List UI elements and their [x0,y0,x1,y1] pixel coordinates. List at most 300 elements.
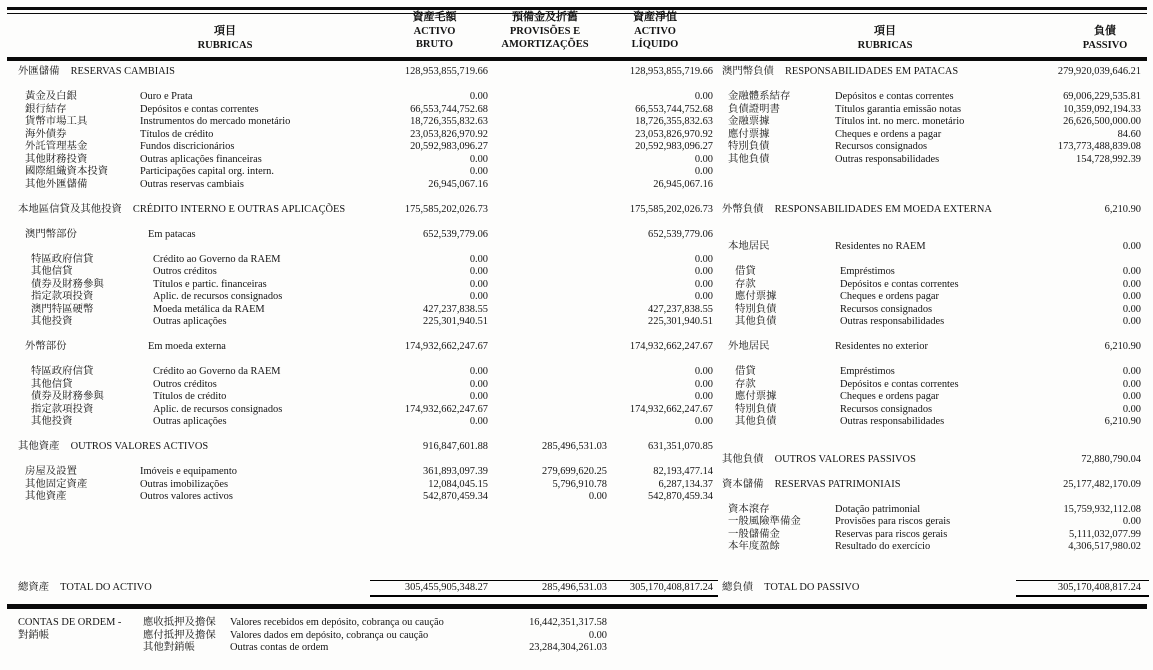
cell-activo-bruto: 0.00 [469,153,488,165]
header-rule [7,57,1147,61]
cell-activo-liquido: 305,170,408,817.24 [598,580,718,598]
spacer-row [0,79,718,92]
row-label-zh: 應付票據 [728,128,770,140]
spacer-row [0,504,718,517]
cell-activo-liquido: 652,539,779.06 [648,228,713,240]
cell-activo-bruto: 0.00 [469,253,488,265]
spacer-row [718,179,1153,192]
table-row [718,241,1153,254]
row-label-pt: Recursos consignados [835,141,928,152]
row-label-pt: Fundos discricionários [140,141,235,152]
row-label-zh: 借貸 [735,266,756,277]
cell-activo-bruto: 66,553,744,752.68 [410,103,488,115]
cell-activo-liquido: 128,953,855,719.66 [629,66,713,77]
cell-passivo: 84.60 [1117,128,1141,140]
header-rubricas-right [750,25,1020,52]
row-label-pt: Valores recebidos em depósito, cobrança ou caução [230,617,444,628]
spacer-row [718,216,1153,229]
header-activo-bruto [372,11,497,52]
cell-activo-bruto: 26,945,067.16 [428,178,488,190]
cell-provisoes: 285,496,531.03 [492,580,616,598]
table-row [718,316,1153,329]
row-label-zh: 資本滾存 [728,503,770,515]
spacer-row [0,216,718,229]
row-label-zh: 澳門幣部份 [25,228,77,240]
row-label-zh: 外地居民 [728,341,770,352]
row-label-pt: Outros créditos [153,378,217,390]
spacer-row [718,191,1153,204]
row-label-zh: 貨幣市場工具 [25,116,88,127]
table-row [0,491,718,504]
row-label-zh: 其他外匯儲備 [25,178,88,190]
row-label-pt: Outras responsabilidades [840,416,945,427]
cell-provisoes: 285,496,531.03 [542,441,607,452]
cell-passivo: 6,210.90 [1104,203,1141,215]
row-label-zh: 海外債券 [25,128,67,140]
row-label-zh: 特別負債 [735,303,777,315]
spacer-row [718,229,1153,242]
table-row [0,304,718,317]
cell-activo-liquido: 23,053,826,970.92 [635,128,713,140]
row-label-zh: 一般風險準備金 [728,516,801,527]
row-label-zh: 其他對銷帳 [143,642,195,653]
header-rubricas-left [60,25,390,52]
table-row [718,504,1153,517]
cell-passivo: 6,210.90 [1104,416,1141,427]
table-row [0,104,718,117]
row-label-pt: TOTAL DO ACTIVO [60,581,152,593]
row-label-zh: 應付票據 [735,391,777,402]
row-label-zh: 外匯儲備 [18,66,60,77]
cell-valor: 16,442,351,317.58 [529,617,607,628]
row-label-zh: 存款 [735,278,756,290]
cell-activo-bruto: 0.00 [469,391,488,402]
row-label-zh: 存款 [735,378,756,390]
table-row [718,341,1153,354]
table-row [0,479,718,492]
table-row [718,541,1153,554]
cell-activo-liquido: 82,193,477.14 [653,466,713,477]
row-label-pt: Residentes no exterior [835,341,928,352]
cell-activo-liquido: 0.00 [694,416,713,427]
table-row [718,66,1153,79]
header-rubricas-left-zh: 項目 [214,25,236,37]
table-row [0,141,718,154]
table-row [0,316,718,329]
row-label-pt: Dotação patrimonial [835,503,921,515]
header-activo-liquido-line2: LÍQUIDO [631,39,679,50]
contas-de-ordem-row [0,630,1153,643]
cell-activo-bruto: 12,084,045.15 [428,478,488,490]
row-label-pt: Outras reservas cambiais [140,178,244,190]
cell-passivo: 305,170,408,817.24 [1016,580,1149,598]
row-label-pt: Títulos e partic. financeiras [153,278,267,290]
header-activo-liquido-zh: 資產淨值 [633,11,677,23]
table-row [0,166,718,179]
table-row [718,154,1153,167]
table-row [718,266,1153,279]
row-label-pt: Outras contas de ordem [230,642,329,653]
cell-activo-liquido: 0.00 [694,253,713,265]
table-row [0,266,718,279]
row-label-pt: Depósitos e contas correntes [840,378,959,390]
row-label-pt: Ouro e Prata [140,91,193,102]
spacer-row [0,554,718,567]
row-label-pt: Títulos int. no merc. monetário [835,116,965,127]
row-label-pt: Participações capital org. intern. [140,166,274,177]
header-rubricas-right-pt: RUBRICAS [857,39,913,51]
row-label-zh: 指定款項投資 [31,291,94,302]
row-label-pt: TOTAL DO PASSIVO [764,581,860,593]
spacer-row [0,566,718,579]
row-label-zh: 其他投資 [31,316,73,327]
spacer-row [718,79,1153,92]
row-label-pt: Outros créditos [153,266,217,277]
cell-activo-bruto: 916,847,601.88 [423,441,488,452]
cell-activo-liquido: 0.00 [694,366,713,377]
table-row [718,91,1153,104]
cell-activo-liquido: 175,585,202,026.73 [629,203,713,215]
cell-valor: 23,284,304,261.03 [529,642,607,653]
row-label-pt: Outras aplicações financeiras [140,153,262,165]
cell-activo-bruto: 23,053,826,970.92 [410,128,488,140]
row-label-zh: 其他負債 [735,316,777,327]
header-activo-bruto-line1: ACTIVO [413,25,456,37]
header-rubricas-left-pt: RUBRICAS [197,39,253,51]
row-label-pt: Aplic. de recursos consignados [153,403,283,415]
cell-passivo: 72,880,790.04 [1081,453,1141,465]
spacer-row [0,429,718,442]
cell-passivo: 6,210.90 [1104,341,1141,352]
cell-passivo: 0.00 [1122,366,1141,377]
table-row [718,141,1153,154]
row-label-pt: Residentes no RAEM [835,241,926,252]
row-label-zh: 特區政府信貸 [31,253,94,265]
cell-activo-liquido: 0.00 [694,391,713,402]
row-label-pt: Títulos de crédito [140,128,214,140]
row-label-pt: Títulos garantia emissão notas [835,103,962,115]
row-label-zh: 本地居民 [728,241,770,252]
cell-activo-bruto: 0.00 [469,278,488,290]
row-label-zh: 銀行結存 [25,103,67,115]
total-divider-rule [7,604,1147,609]
row-label-zh: 黃金及白銀 [25,91,77,102]
header-activo-bruto-zh: 資產毛額 [412,11,457,23]
cell-passivo: 15,759,932,112.08 [1063,503,1141,515]
row-label-zh: 其他負債 [735,416,777,427]
row-label-zh: 資本儲備 [722,478,764,490]
table-row [718,516,1153,529]
contas-de-ordem-title-pt: CONTAS DE ORDEM - [18,617,122,628]
cell-provisoes: 279,699,620.25 [542,466,607,477]
table-row [718,479,1153,492]
cell-activo-bruto: 0.00 [469,378,488,390]
table-row [0,91,718,104]
contas-de-ordem-section [0,617,1153,655]
table-row [0,404,718,417]
cell-activo-bruto: 0.00 [469,166,488,177]
spacer-row [0,241,718,254]
cell-activo-bruto: 0.00 [469,416,488,427]
table-row [0,291,718,304]
cell-activo-bruto: 0.00 [469,91,488,102]
total-row [718,579,1153,604]
cell-passivo: 0.00 [1122,403,1141,415]
header-provisoes-line2: AMORTIZAÇÕES [501,39,589,50]
row-label-pt: Reservas para riscos gerais [835,528,948,540]
row-label-zh: 外幣負債 [722,203,764,215]
row-label-pt: Imóveis e equipamento [140,466,237,477]
cell-passivo: 0.00 [1122,516,1141,527]
row-label-pt: Em patacas [148,228,196,240]
row-label-pt: Outros valores activos [140,491,233,502]
table-row [718,129,1153,142]
row-label-zh: 特別負債 [735,403,777,415]
cell-activo-bruto: 361,893,097.39 [423,466,488,477]
table-row [0,279,718,292]
row-label-zh: 國際組織資本投資 [25,166,109,177]
table-row [0,154,718,167]
cell-passivo: 5,111,032,077.99 [1069,528,1141,540]
row-label-pt: Outras aplicações [153,316,227,327]
table-row [718,416,1153,429]
row-label-zh: 外託管理基金 [25,141,88,152]
cell-activo-liquido: 0.00 [694,166,713,177]
row-label-zh: 特別負債 [728,141,770,152]
cell-passivo: 0.00 [1122,241,1141,252]
row-label-pt: Provisões para riscos gerais [835,516,951,527]
cell-passivo: 279,920,039,646.21 [1057,66,1141,77]
liabilities-column [718,66,1153,604]
table-row [718,204,1153,217]
spacer-row [0,516,718,529]
cell-activo-bruto: 175,585,202,026.73 [404,203,488,215]
cell-activo-liquido: 6,287,134.37 [658,478,713,490]
row-label-zh: 應付抵押及擔保 [143,629,216,641]
contas-de-ordem-row [0,642,1153,655]
table-row [718,529,1153,542]
cell-passivo: 0.00 [1122,266,1141,277]
row-label-pt: Instrumentos do mercado monetário [140,116,291,127]
table-row [0,66,718,79]
cell-passivo: 0.00 [1122,291,1141,302]
row-label-zh: 金融票據 [728,116,770,127]
row-label-pt: Empréstimos [840,366,895,377]
table-row [718,404,1153,417]
row-label-zh: 負債證明書 [728,103,780,115]
row-label-zh: 澳門特區硬幣 [31,303,94,315]
table-row [0,366,718,379]
row-label-zh: 其他負債 [722,453,764,465]
row-label-pt: Valores dados em depósito, cobrança ou caução [230,629,429,641]
row-label-zh: 指定款項投資 [31,403,94,415]
header-provisoes [482,11,608,52]
table-row [0,179,718,192]
cell-activo-bruto: 174,932,662,247.67 [404,403,488,415]
row-label-zh: 澳門幣負債 [722,66,774,77]
cell-activo-bruto: 174,932,662,247.67 [404,341,488,352]
top-rule-thick [7,7,1147,10]
row-label-zh: 其他資產 [18,441,60,452]
spacer-row [718,554,1153,567]
table-row [0,416,718,429]
cell-activo-bruto: 652,539,779.06 [423,228,488,240]
row-label-zh: 本地區信貸及其他投資 [18,203,122,215]
row-label-zh: 應收抵押及擔保 [143,617,216,628]
row-label-pt: Aplic. de recursos consignados [153,291,283,302]
cell-passivo: 69,006,229,535.81 [1063,91,1141,102]
cell-passivo: 4,306,517,980.02 [1068,541,1141,552]
cell-activo-bruto: 0.00 [469,366,488,377]
cell-activo-liquido: 20,592,983,096.27 [635,141,713,152]
row-label-zh: 應付票據 [735,291,777,302]
header-passivo-zh: 負債 [1094,25,1116,37]
row-label-pt: RESERVAS PATRIMONIAIS [774,478,901,490]
cell-activo-liquido: 0.00 [694,278,713,290]
row-label-zh: 總負債 [722,581,754,593]
cell-activo-bruto: 427,237,838.55 [423,303,488,315]
row-label-zh: 借貸 [735,366,756,377]
cell-activo-liquido: 225,301,940.51 [648,316,713,327]
table-row [718,366,1153,379]
row-label-zh: 其他資產 [25,491,67,502]
contas-de-ordem-row [0,617,1153,630]
row-label-pt: Resultado do exercício [835,541,931,552]
row-label-zh: 本年度盈餘 [728,541,780,552]
table-row [0,441,718,454]
row-label-pt: Em moeda externa [148,341,226,352]
table-row [718,104,1153,117]
spacer-row [718,441,1153,454]
table-row [0,229,718,242]
spacer-row [0,454,718,467]
cell-activo-liquido: 0.00 [694,378,713,390]
cell-activo-liquido: 26,945,067.16 [653,178,713,190]
spacer-row [718,429,1153,442]
row-label-zh: 金融體系結存 [728,91,791,102]
spacer-row [0,329,718,342]
cell-activo-liquido: 0.00 [694,91,713,102]
row-label-zh: 總資產 [18,581,50,593]
table-row [718,291,1153,304]
row-label-pt: CRÉDITO INTERNO E OUTRAS APLICAÇÕES [132,203,346,215]
spacer-row [0,354,718,367]
cell-provisoes: 5,796,910.78 [552,478,607,490]
table-row [0,391,718,404]
spacer-row [718,329,1153,342]
row-label-zh: 債券及財務參與 [31,391,104,402]
cell-activo-liquido: 174,932,662,247.67 [629,341,713,352]
cell-activo-bruto: 305,455,905,348.27 [370,580,497,598]
spacer-row [718,354,1153,367]
header-activo-bruto-line2: BRUTO [415,39,454,50]
header-activo-liquido-line1: ACTIVO [634,25,676,37]
row-label-zh: 其他信貸 [31,266,73,277]
row-label-zh: 特區政府信貸 [31,366,94,377]
row-label-pt: Recursos consignados [840,303,933,315]
cell-activo-bruto: 128,953,855,719.66 [404,66,488,77]
row-label-zh: 其他固定資產 [25,478,88,490]
row-label-pt: RESPONSABILIDADES EM PATACAS [784,66,959,77]
row-label-pt: Crédito ao Governo da RAEM [153,366,281,377]
row-label-pt: Depósitos e contas correntes [840,278,959,290]
spacer-row [718,491,1153,504]
table-row [718,391,1153,404]
row-label-pt: Outras aplicações [153,416,227,427]
header-provisoes-zh: 預備金及折舊 [512,11,578,23]
table-row [718,116,1153,129]
spacer-row [0,191,718,204]
table-row [718,279,1153,292]
table-row [718,304,1153,317]
contas-de-ordem-title-zh: 對銷帳 [18,629,50,641]
cell-passivo: 0.00 [1122,303,1141,315]
cell-activo-liquido: 631,351,070.85 [648,441,713,452]
row-label-pt: Recursos consignados [840,403,933,415]
row-label-pt: Crédito ao Governo da RAEM [153,253,281,265]
table-row [0,254,718,267]
row-label-zh: 其他投資 [31,416,73,427]
cell-activo-liquido: 66,553,744,752.68 [635,103,713,115]
table-row [0,379,718,392]
cell-activo-liquido: 174,932,662,247.67 [629,403,713,415]
contas-de-ordem-rows [0,617,1153,655]
row-label-pt: Outras responsabilidades [840,316,945,327]
cell-passivo: 173,773,488,839.08 [1057,141,1141,152]
table-row [0,116,718,129]
row-label-zh: 其他負債 [728,153,770,165]
table-row [0,129,718,142]
row-label-pt: RESPONSABILIDADES EM MOEDA EXTERNA [774,203,992,215]
header-activo-liquido [592,11,718,52]
cell-passivo: 25,177,482,170.09 [1063,478,1141,490]
spacer-row [718,466,1153,479]
table-row [0,341,718,354]
row-label-pt: Outras responsabilidades [835,153,940,165]
table-row [0,204,718,217]
cell-provisoes: 0.00 [588,491,607,502]
spacer-row [0,529,718,542]
header-passivo [1040,25,1153,52]
cell-activo-liquido: 0.00 [694,266,713,277]
header-rubricas-right-zh: 項目 [874,25,896,37]
cell-passivo: 0.00 [1122,391,1141,402]
spacer-row [718,166,1153,179]
row-label-zh: 債券及財務參與 [31,278,104,290]
spacer-row [718,254,1153,267]
row-label-pt: Empréstimos [840,266,895,277]
cell-activo-bruto: 542,870,459.34 [423,491,488,502]
cell-valor: 0.00 [588,629,607,641]
spacer-row [0,541,718,554]
cell-passivo: 0.00 [1122,316,1141,327]
cell-activo-bruto: 0.00 [469,266,488,277]
cell-passivo: 26,626,500,000.00 [1063,116,1141,127]
row-label-pt: Cheques e ordens pagar [840,291,939,302]
cell-activo-bruto: 18,726,355,832.63 [410,116,488,127]
cell-activo-bruto: 20,592,983,096.27 [410,141,488,152]
row-label-pt: Cheques e ordens a pagar [835,128,942,140]
row-label-pt: Outras imobilizações [140,478,229,490]
assets-column [0,66,718,604]
cell-passivo: 0.00 [1122,278,1141,290]
total-row [0,579,718,604]
cell-activo-bruto: 225,301,940.51 [423,316,488,327]
row-label-pt: Moeda metálica da RAEM [153,303,265,315]
table-row [718,454,1153,467]
row-label-zh: 外幣部份 [25,341,67,352]
row-label-pt: Títulos de crédito [153,391,227,402]
